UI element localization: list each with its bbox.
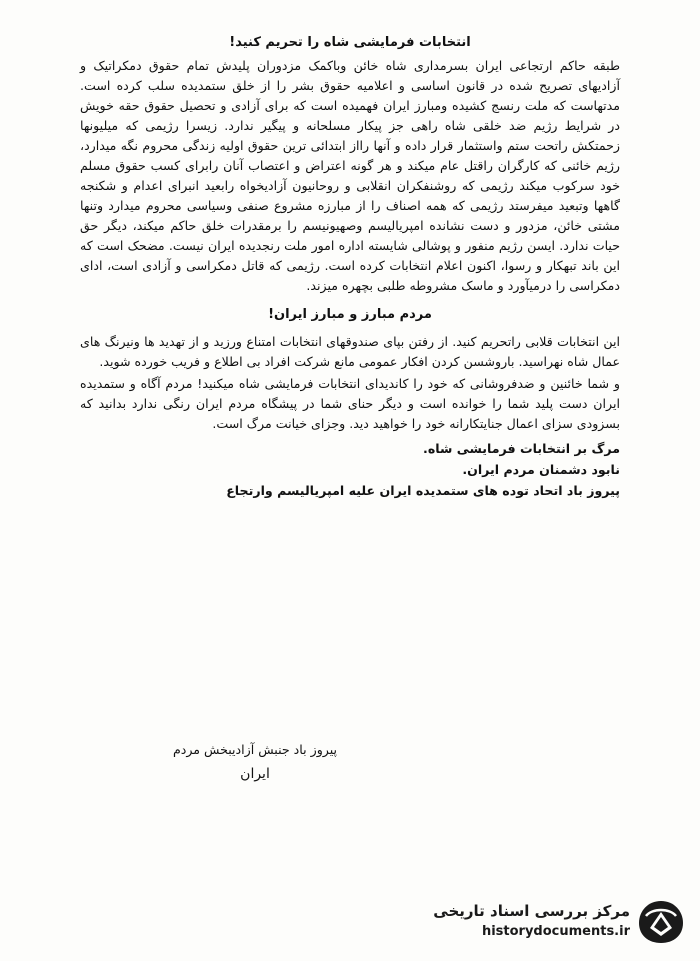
leaflet-body <box>80 30 620 501</box>
slogan-list <box>80 438 620 501</box>
watermark <box>433 896 690 948</box>
watermark-org-name: مرکز بررسی اسناد تاریخی <box>433 902 630 920</box>
paragraph-warning: و شما خائنین و ضدفروشانی که خود را کاندیدای انتخابات فرمایشی شاه میکنید! مردم آگاه و ستمدیده ایران دست پلید شما را خوانده است و دیگر حنای شما در پیشگاه مردم ایران رنگی ندارد بدانید که بسزودی سزای اعمال جنایتکارانه خود را خواهید دید. وجزای خیانت مرگ است. <box>80 376 620 431</box>
signature-line: پیروز باد جنبش آزادیبخش مردم <box>172 742 338 757</box>
watermark-url: historydocuments.ir <box>481 924 630 939</box>
signature-line: ایران <box>240 766 270 782</box>
paragraph-boycott: این انتخابات قلابی راتحریم کنید. از رفتن بپای صندوقهای انتخابات امتناع ورزید و از تهدید ها ونیرنگ های عمال شاه نهراسید. باروشسن کردن افکار عمومی مانع شرکت افراد بی اطلاع و فریب خورده شوید. <box>80 334 620 369</box>
slogan-item: مرگ بر انتخابات فرمایشی شاه. <box>423 441 620 456</box>
signature-block <box>140 738 370 786</box>
slogan-item: نابود دشمنان مردم ایران. <box>462 462 620 477</box>
paragraph-intro: طبقه حاکم ارتجاعی ایران بسرمداری شاه خائن وباکمک مزدوران پلیدش تمام حقوق دمکراتیک و آزادیهای تصریح شده در قانون اساسی و اعلامیه حقوق بشر را از خلق ستمدیده سلب کرده است. مدتهاست که ملت رنسج کشیده ومبارز ایران فهمیده است که برای آزادی و تحصیل حقوق حقه خویش در شرایط رژیم ضد خلقی شاه راهی جز پیکار مسلحانه و پیگیر ندارد. زیسرا رژیمی که میلیونها زحمتکش راتحت ستم واستثمار قرار داده و آنها رااز ابتدائی ترین حقوق اولیه زندگی محروم نگه میدارد، رژیم خائنی که کارگران راقتل عام میکند و هر گونه اعتراض و اعتصاب آنان رابرای کسب حقوق مسلم خود سرکوب میکند رژیمی که روشنفکران انقلابی و روحانیون آزادیخواه رابعید انبرای اعدام و شکنجه گاهها وتبعید میفرستد رژیمی که همه اصناف را از مبارزه مشروع صنفی وسیاسی محروم میدارد وتنها مشتی خائن، مزدور و دست نشانده امپریالیسم وصهیونیسم را برمقدرات خلق حاکم میکند، دیگر حق حیات ندارد. ایسن رژیم منفور و پوشالی شایسته اداره امور ملت رنجدیده ایران نیست. مضحک است که این باند تبهکار و رسوا، اکنون اعلام انتخابات کرده است. رژیمی که قاتل دمکراسی و آزادی است، ادای دمکراسی را درمیآورد و ماسک مشروطه طلبی بچهره میزند. <box>80 58 620 293</box>
document-title: انتخابات فرمایشی شاه را تحریم کنید! <box>229 35 471 50</box>
archive-book-icon <box>636 898 686 946</box>
document-subheading: مردم مبارز و مبارز ایران! <box>268 307 432 322</box>
slogan-item: پیروز باد اتحاد توده های ستمدیده ایران علیه امپریالیسم وارتجاع <box>226 483 620 498</box>
